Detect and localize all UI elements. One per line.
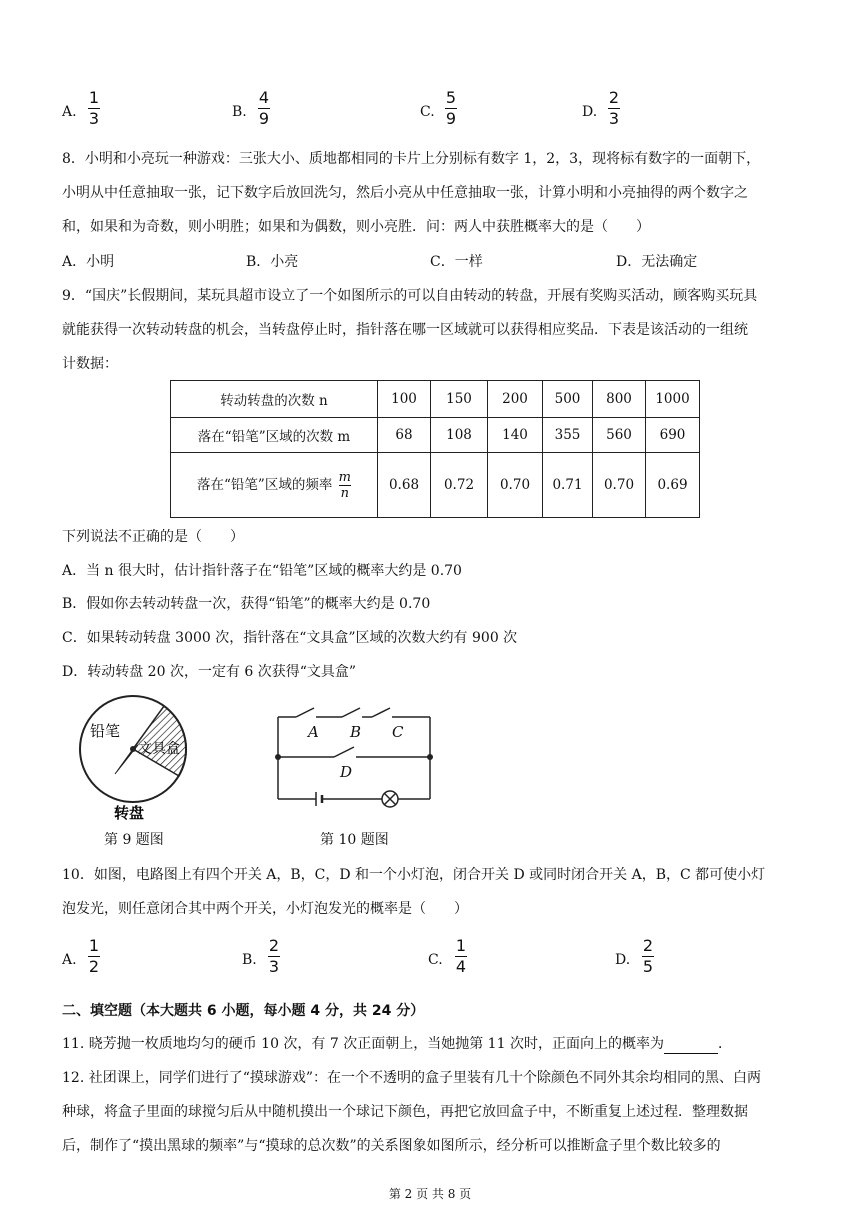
q11-text: 11. 晓芳抛一枚质地均匀的硬币 10 次，有 7 次正面朝上，当她抛第 11 次时，正面向上的概率为 xyxy=(62,1036,664,1052)
denominator: n xyxy=(340,485,349,501)
label-a: A xyxy=(308,723,319,741)
q10-line-1: 10．如图，电路图上有四个开关 A，B，C，D 和一个小灯泡，闭合开关 D 或同时闭合开关 A，B，C 都可使小灯 xyxy=(62,867,766,883)
table-row-header xyxy=(171,453,378,518)
label-c: C xyxy=(392,723,404,741)
q12-line-2: 种球，将盒子里面的球搅匀后从中随机摸出一个球记下颜色，再把它放回盒子中，不断重复上述过程．整理数据 xyxy=(62,1104,748,1120)
fig9-caption: 第 9 题图 xyxy=(104,832,164,848)
denominator: 3 xyxy=(88,109,100,128)
table-cell: 1000 xyxy=(646,381,700,418)
q10-option-d-fraction xyxy=(642,937,654,976)
q9-option-d: D．转动转盘 20 次，一定有 6 次获得“文具盒” xyxy=(62,664,357,680)
q9-prompt: 下列说法不正确的是（ ） xyxy=(62,529,244,545)
q8-line-2: 小明从中任意抽取一张，记下数字后放回洗匀，然后小亮从中任意抽取一张，计算小明和小亮抽得的两个数字之 xyxy=(62,185,748,201)
table-cell: 355 xyxy=(543,418,593,453)
q7-option-c-label: C. xyxy=(420,104,435,120)
q8-option-d: D．无法确定 xyxy=(616,254,698,270)
numerator: 1 xyxy=(88,936,100,955)
table-cell: 0.70 xyxy=(488,453,543,518)
q8-line-3: 和，如果和为奇数，则小明胜；如果和为偶数，则小亮胜．问：两人中获胜概率大的是（ ） xyxy=(62,219,650,235)
table-cell: 68 xyxy=(378,418,431,453)
q7-option-b-label: B. xyxy=(232,104,247,120)
table-cell: 800 xyxy=(593,381,646,418)
table-cell: 100 xyxy=(378,381,431,418)
numerator: 1 xyxy=(455,936,467,955)
pencil-label: 铅笔 xyxy=(90,722,121,740)
q7-option-b-fraction xyxy=(258,89,270,128)
q8-line-1: 8．小明和小亮玩一种游戏：三张大小、质地都相同的卡片上分别标有数字 1，2，3，现将标有数字的一面朝下， xyxy=(62,151,761,167)
denominator: 9 xyxy=(445,109,457,128)
fig10-caption: 第 10 题图 xyxy=(320,832,389,848)
q10-option-d-label: D. xyxy=(615,952,631,968)
table-row xyxy=(171,418,700,453)
q7-option-d-fraction xyxy=(608,89,620,128)
page-footer: 第 2 页 共 8 页 xyxy=(388,1187,472,1201)
q9-line-1: 9．“国庆”长假期间，某玩具超市设立了一个如图所示的可以自由转动的转盘，开展有奖购买活动，顾客购买玩具 xyxy=(62,288,758,304)
pivot-dot xyxy=(130,746,136,752)
q8-option-a: A．小明 xyxy=(62,254,115,270)
table-row xyxy=(171,381,700,418)
numerator: 2 xyxy=(268,936,280,955)
q12-line-1: 12. 社团课上，同学们进行了“摸球游戏”：在一个不透明的盒子里装有几十个除颜色不同外其余均相同的黑、白两 xyxy=(62,1070,762,1086)
q10-option-a-fraction xyxy=(88,937,100,976)
numerator: m xyxy=(338,469,351,485)
q10-option-c-fraction xyxy=(455,937,467,976)
denominator: 3 xyxy=(268,957,280,976)
question-11 xyxy=(62,1034,732,1054)
q8-option-b: B．小亮 xyxy=(246,254,299,270)
q11-end: ． xyxy=(717,1036,732,1052)
q7-option-a-fraction xyxy=(88,89,100,128)
switch-b xyxy=(342,708,360,717)
table-cell: 0.72 xyxy=(431,453,488,518)
numerator: 1 xyxy=(88,88,100,107)
q7-option-c-fraction xyxy=(445,89,457,128)
denominator: 9 xyxy=(258,109,270,128)
table-row-header: 落在“铅笔”区域的次数 m xyxy=(171,418,378,453)
table-cell: 690 xyxy=(646,418,700,453)
switch-c xyxy=(372,708,390,717)
table-cell: 0.68 xyxy=(378,453,431,518)
denominator: 3 xyxy=(608,109,620,128)
q9-line-2: 就能获得一次转动转盘的机会，当转盘停止时，指针落在哪一区域就可以获得相应奖品．下表是该活动的一组统 xyxy=(62,322,748,338)
table-row xyxy=(171,453,700,518)
q9-option-a: A．当 n 很大时，估计指针落子在“铅笔”区域的概率大约是 0.70 xyxy=(62,563,462,579)
numerator: 5 xyxy=(445,88,457,107)
label-d: D xyxy=(340,763,353,781)
q9-stats-table xyxy=(170,380,700,518)
table-cell: 150 xyxy=(431,381,488,418)
table-cell: 0.71 xyxy=(543,453,593,518)
q10-circuit-figure xyxy=(268,700,438,808)
table-row-header: 转动转盘的次数 n xyxy=(171,381,378,418)
table-cell: 140 xyxy=(488,418,543,453)
box-label: 文具盒 xyxy=(138,741,180,757)
q9-option-c: C．如果转动转盘 3000 次，指针落在“文具盒”区域的次数大约有 900 次 xyxy=(62,630,518,646)
q8-option-c: C．一样 xyxy=(430,254,483,270)
q7-option-d-label: D. xyxy=(582,104,598,120)
q10-option-b-label: B. xyxy=(242,952,257,968)
freq-label: 落在“铅笔”区域的频率 xyxy=(197,476,333,493)
section-2-heading: 二、填空题（本大题共 6 小题，每小题 4 分，共 24 分） xyxy=(62,1003,425,1019)
table-cell: 0.70 xyxy=(593,453,646,518)
table-cell: 108 xyxy=(431,418,488,453)
q12-line-3: 后，制作了“摸出黑球的频率”与“摸球的总次数”的关系图象如图所示，经分析可以推断盒子里个数比较多的 xyxy=(62,1138,721,1154)
table-cell: 0.69 xyxy=(646,453,700,518)
q9-line-3: 计数据： xyxy=(62,356,118,372)
numerator: 4 xyxy=(258,88,270,107)
switch-a xyxy=(296,708,314,717)
label-b: B xyxy=(350,723,362,741)
numerator: 2 xyxy=(608,88,620,107)
q10-option-b-fraction xyxy=(268,937,280,976)
table-cell: 560 xyxy=(593,418,646,453)
q7-option-a-label: A. xyxy=(62,104,77,120)
table-cell: 200 xyxy=(488,381,543,418)
q10-line-2: 泡发光，则任意闭合其中两个开关，小灯泡发光的概率是（ ） xyxy=(62,901,468,917)
q10-option-c-label: C. xyxy=(428,952,443,968)
table-cell: 500 xyxy=(543,381,593,418)
m-over-n-fraction xyxy=(339,470,351,501)
numerator: 2 xyxy=(642,936,654,955)
q10-option-a-label: A. xyxy=(62,952,77,968)
denominator: 5 xyxy=(642,957,654,976)
denominator: 4 xyxy=(455,957,467,976)
answer-blank[interactable] xyxy=(664,1039,718,1054)
denominator: 2 xyxy=(88,957,100,976)
q9-option-b: B．假如你去转动转盘一次，获得“铅笔”的概率大约是 0.70 xyxy=(62,596,431,612)
q9-spinner-figure xyxy=(70,692,200,824)
dial-label: 转盘 xyxy=(114,804,145,822)
switch-d xyxy=(334,747,354,757)
